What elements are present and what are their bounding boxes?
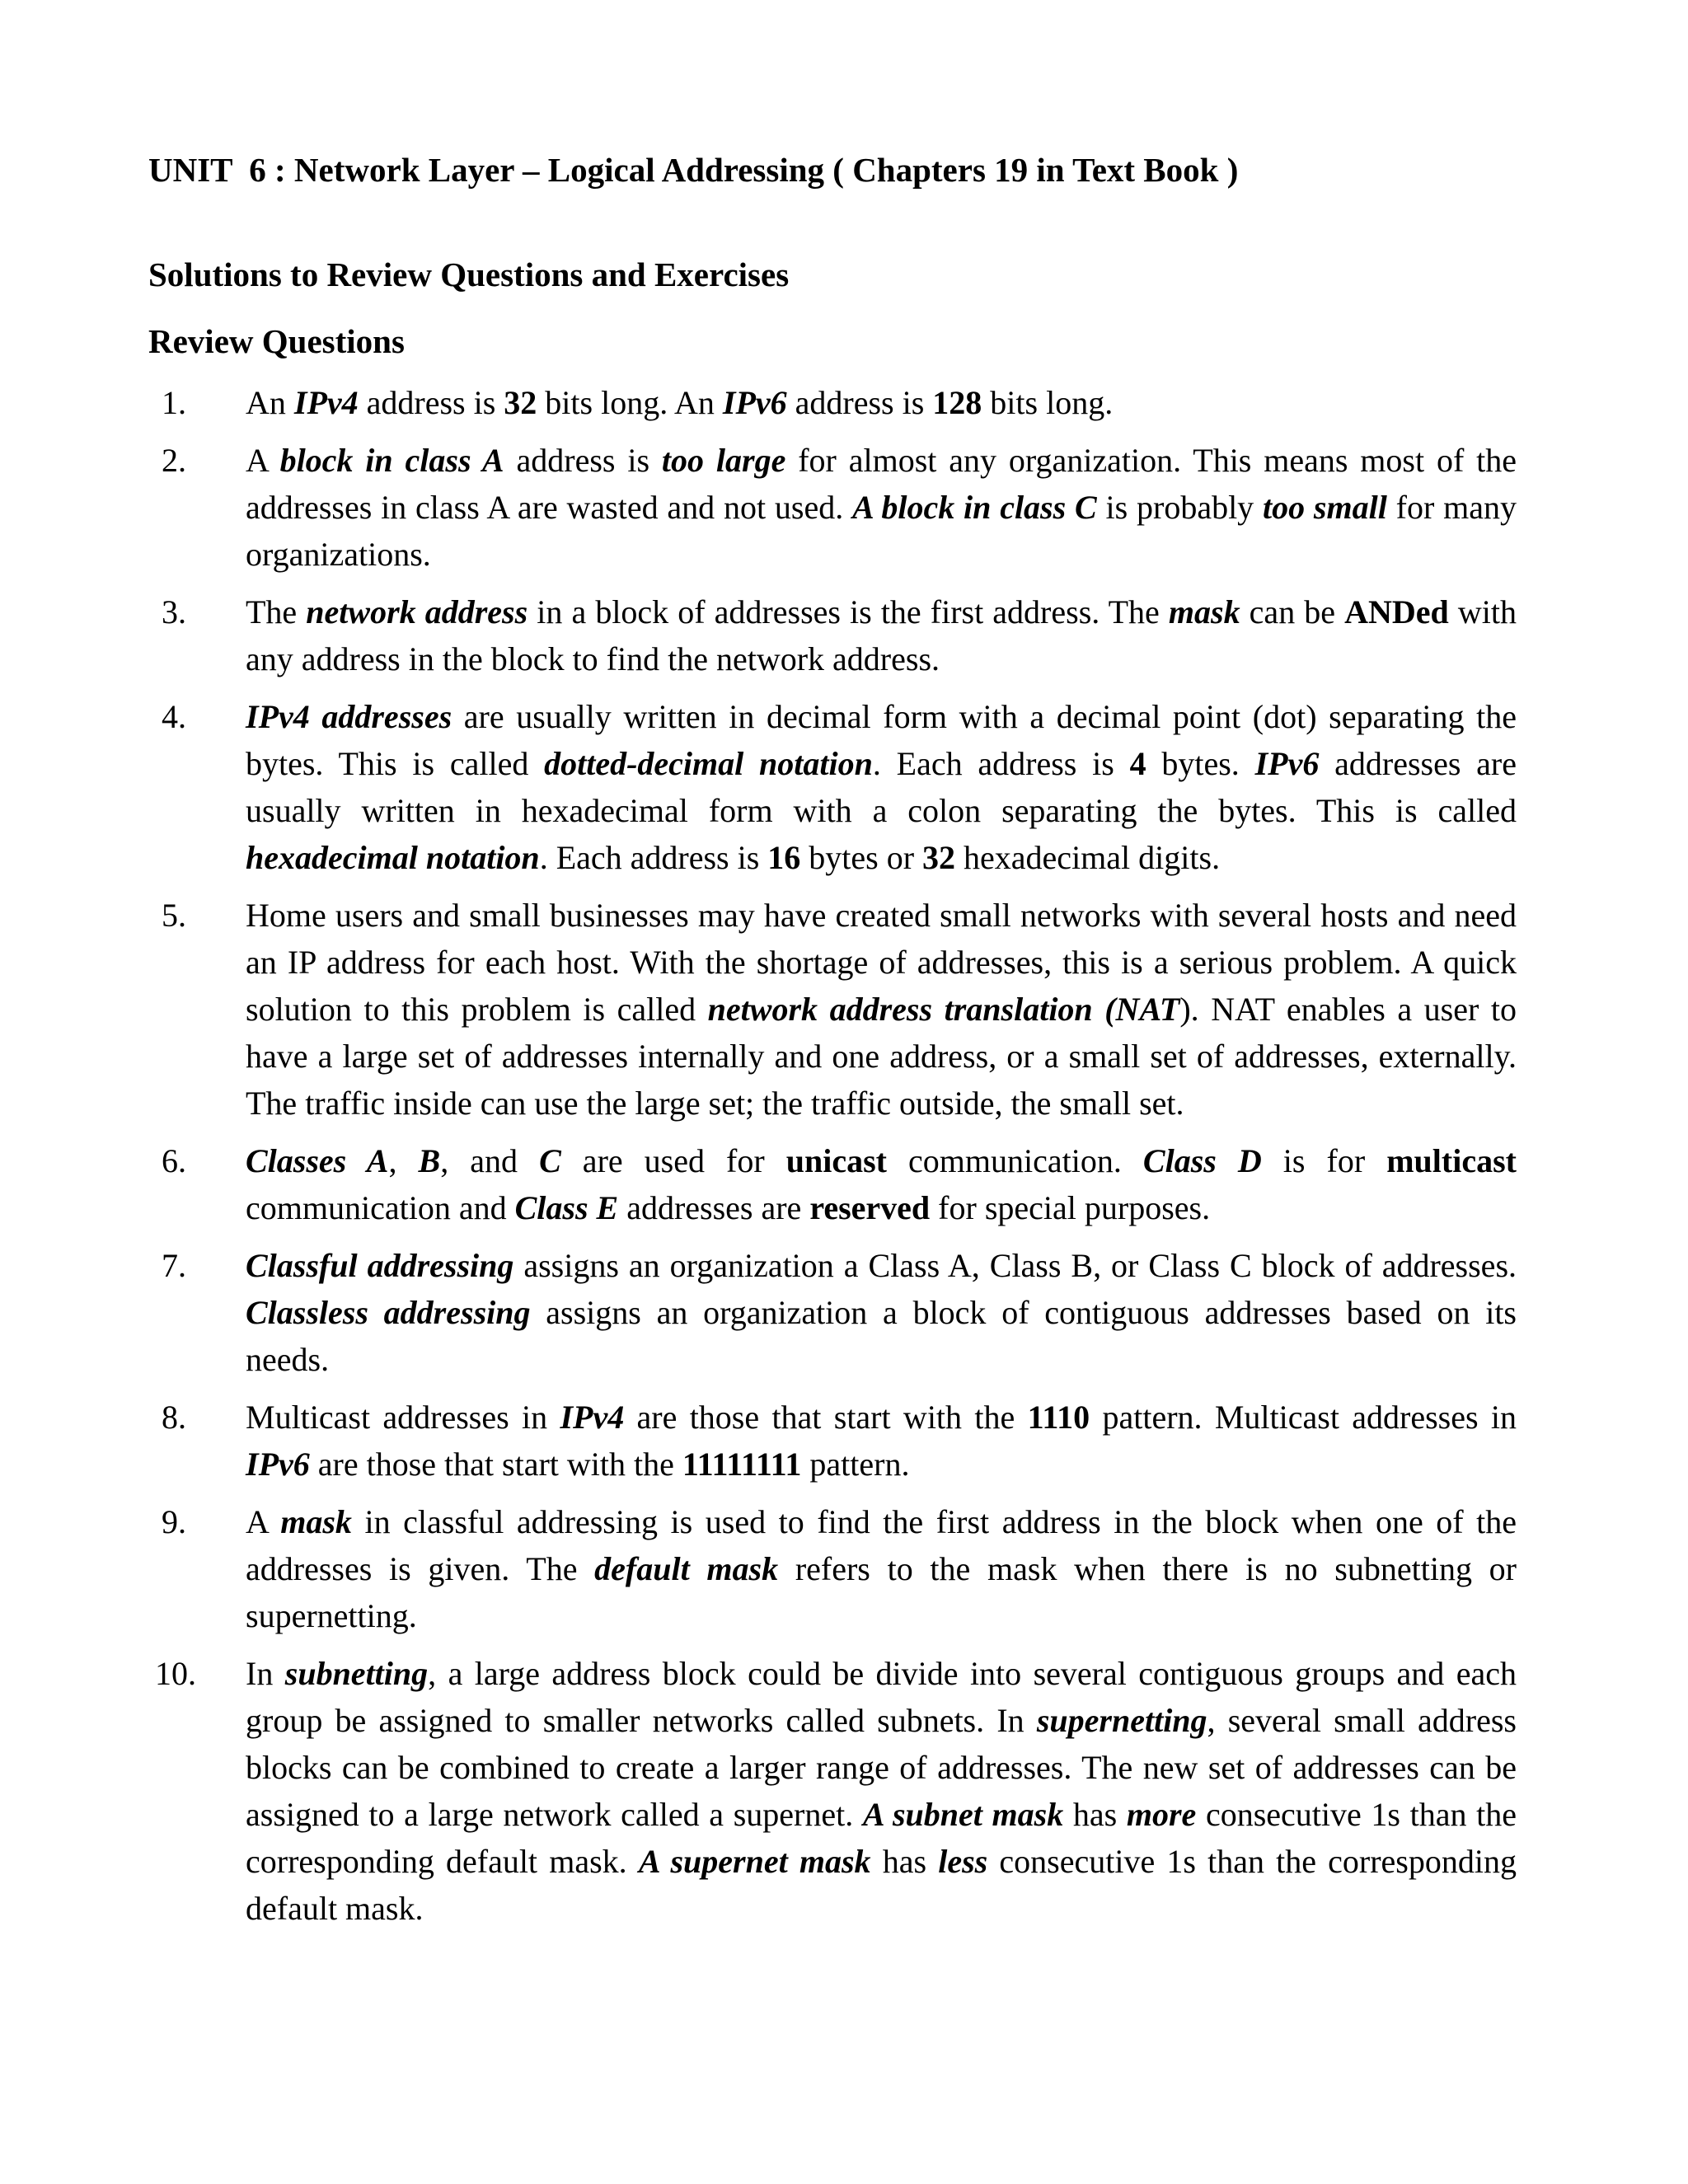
text-run: ). NAT enables a user to have a large set of addresses internally and one address, or a small set of addresses, externally. The traffic inside can use the large set; the traffic outside, the small set.	[246, 991, 1517, 1122]
text-run: assigns an organization a block of contiguous addresses based on its needs.	[246, 1294, 1517, 1378]
emphasis-term: subnetting	[284, 1655, 429, 1692]
text-run: for almost any organization. This means most of the addresses in class A are wasted and not used.	[246, 442, 1517, 526]
emphasis-term: A block in class C	[852, 489, 1097, 526]
text-run: . Each address is	[872, 745, 1130, 782]
question-number: 1.	[162, 384, 186, 421]
text-run: address is	[358, 384, 504, 421]
emphasis-term: mask	[280, 1503, 352, 1540]
emphasis-term-wrapper	[1169, 593, 1240, 630]
question-text	[246, 1137, 1517, 1231]
question-text	[246, 1498, 1517, 1639]
emphasis-term-wrapper	[1127, 1796, 1196, 1833]
emphasis-term-wrapper	[246, 1142, 389, 1179]
emphasis-term-wrapper	[280, 442, 504, 479]
emphasis-term-wrapper	[1255, 745, 1320, 782]
emphasis-term-wrapper	[246, 1247, 513, 1284]
text-run: are used for	[560, 1142, 786, 1179]
text-run: A	[246, 1503, 281, 1540]
emphasis-term: Class E	[514, 1189, 619, 1226]
text-run: addresses are usually written in hexadecimal form with a colon separating the bytes. This is called	[246, 745, 1517, 829]
text-run: address is	[786, 384, 933, 421]
question-text	[246, 1650, 1517, 1932]
emphasis-term-wrapper	[852, 489, 1097, 526]
text-run: A	[246, 442, 280, 479]
text-run: bits long. An	[537, 384, 723, 421]
question-number: 6.	[162, 1142, 186, 1179]
emphasis-term-wrapper	[594, 1550, 778, 1587]
bold-value: multicast	[1386, 1142, 1517, 1179]
emphasis-term-wrapper	[723, 384, 787, 421]
question-text	[246, 379, 1517, 426]
emphasis-term: network address	[306, 593, 528, 630]
emphasis-term: less	[938, 1843, 988, 1880]
emphasis-term-wrapper	[246, 1446, 310, 1483]
text-run: communication.	[886, 1142, 1143, 1179]
emphasis-term: more	[1126, 1796, 1197, 1833]
emphasis-term: IPv4	[293, 384, 359, 421]
emphasis-term-wrapper	[639, 1843, 871, 1880]
text-run: refers to the mask when there is no subnetting or supernetting.	[246, 1550, 1517, 1634]
bold-value: unicast	[785, 1142, 887, 1179]
text-run: . Each address is	[539, 839, 768, 876]
emphasis-term: supernetting	[1036, 1702, 1207, 1739]
emphasis-term: IPv4 addresses	[246, 698, 452, 735]
question-item	[0, 1394, 1517, 1488]
emphasis-term-wrapper	[246, 1294, 531, 1331]
text-run: can be	[1240, 593, 1345, 630]
text-run: has	[870, 1843, 939, 1880]
text-run: , several small address blocks can be combined to create a larger range of addresses. The new set of addresses can be assigned to a large network called a supernet.	[246, 1702, 1517, 1833]
unit-title: UNIT 6 : Network Layer – Logical Addressing ( Chapters 19 in Text Book )	[148, 151, 1239, 189]
question-text	[246, 588, 1517, 682]
question-item	[0, 1650, 1517, 1932]
emphasis-term: IPv4	[560, 1399, 625, 1436]
bold-value: ANDed	[1344, 593, 1449, 630]
review-questions-heading: Review Questions	[148, 322, 405, 360]
emphasis-term: too large	[661, 442, 786, 479]
emphasis-term: Classful addressing	[246, 1247, 514, 1284]
emphasis-term: B	[418, 1142, 441, 1179]
text-run: is probably	[1096, 489, 1263, 526]
question-number: 5.	[162, 897, 186, 934]
text-run: bits long.	[982, 384, 1114, 421]
emphasis-term-wrapper	[1143, 1142, 1262, 1179]
question-number: 7.	[162, 1247, 186, 1284]
text-run: has	[1063, 1796, 1127, 1833]
review-questions-list	[0, 379, 1688, 1943]
bold-value: 1110	[1027, 1399, 1090, 1436]
question-number: 4.	[162, 698, 186, 735]
question-item	[0, 1137, 1517, 1231]
emphasis-term-wrapper	[708, 991, 1180, 1028]
emphasis-term: IPv6	[246, 1446, 310, 1483]
emphasis-term: Classes A	[246, 1142, 389, 1179]
bold-value: 128	[932, 384, 982, 421]
question-item	[0, 379, 1517, 426]
emphasis-term-wrapper	[246, 839, 540, 876]
text-run: In	[246, 1655, 285, 1692]
text-run: bytes or	[800, 839, 923, 876]
text-run: consecutive 1s than the corresponding default mask.	[246, 1843, 1517, 1927]
text-run: is for	[1261, 1142, 1387, 1179]
emphasis-term-wrapper	[280, 1503, 352, 1540]
emphasis-term-wrapper	[306, 593, 528, 630]
question-text	[246, 437, 1517, 578]
emphasis-term-wrapper	[294, 384, 359, 421]
text-run: consecutive 1s than the corresponding default mask.	[246, 1796, 1517, 1880]
text-run: are usually written in decimal form with a decimal point (dot) separating the bytes. This is called	[246, 698, 1517, 782]
text-run: Home users and small businesses may have created small networks with several hosts and need an IP address for each host. With the shortage of addresses, this is a serious problem. A quick solution to this problem is called	[246, 897, 1517, 1028]
text-run: are those that start with the	[624, 1399, 1028, 1436]
question-item	[0, 437, 1517, 578]
text-run: pattern.	[801, 1446, 910, 1483]
text-run: communication and	[246, 1189, 515, 1226]
emphasis-term: A supernet mask	[638, 1843, 871, 1880]
emphasis-term: too small	[1263, 489, 1387, 526]
text-run: in classful addressing is used to find the first address in the block when one of the addresses is given. The	[246, 1503, 1517, 1587]
emphasis-term: IPv6	[722, 384, 787, 421]
bold-value: 4	[1129, 745, 1146, 782]
question-number: 10.	[155, 1655, 196, 1692]
emphasis-term: A subnet mask	[862, 1796, 1064, 1833]
emphasis-term: network address translation (NAT	[707, 991, 1180, 1028]
text-run: Multicast addresses in	[246, 1399, 560, 1436]
text-run: , a large address block could be divide into several contiguous groups and each group be assigned to smaller networks called subnets. In	[246, 1655, 1517, 1739]
text-run: bytes.	[1146, 745, 1255, 782]
emphasis-term: default mask	[594, 1550, 779, 1587]
question-item	[0, 892, 1517, 1127]
bold-value: 16	[767, 839, 801, 876]
question-number: 9.	[162, 1503, 186, 1540]
text-run: hexadecimal digits.	[955, 839, 1221, 876]
emphasis-term: hexadecimal notation	[246, 839, 540, 876]
emphasis-term-wrapper	[246, 698, 452, 735]
text-run: are those that start with the	[309, 1446, 682, 1483]
text-run: pattern. Multicast addresses in	[1090, 1399, 1517, 1436]
text-run: in a block of addresses is the first address. The	[528, 593, 1169, 630]
bold-value: 11111111	[682, 1446, 802, 1483]
text-run: The	[246, 593, 307, 630]
text-run: , and	[440, 1142, 540, 1179]
question-text	[246, 892, 1517, 1127]
question-text	[246, 693, 1517, 881]
emphasis-term: Classless addressing	[246, 1294, 531, 1331]
question-text	[246, 1394, 1517, 1488]
emphasis-term-wrapper	[285, 1655, 428, 1692]
emphasis-term: dotted-decimal notation	[544, 745, 873, 782]
question-text	[246, 1242, 1517, 1383]
question-item	[0, 1242, 1517, 1383]
emphasis-term: C	[539, 1142, 561, 1179]
emphasis-term: IPv6	[1254, 745, 1320, 782]
emphasis-term-wrapper	[662, 442, 785, 479]
text-run: for many organizations.	[246, 489, 1517, 573]
emphasis-term: Class D	[1142, 1142, 1262, 1179]
text-run: An	[246, 384, 294, 421]
bold-value: 32	[922, 839, 956, 876]
text-run: addresses are	[618, 1189, 810, 1226]
text-run: ,	[388, 1142, 419, 1179]
emphasis-term-wrapper	[419, 1142, 441, 1179]
emphasis-term-wrapper	[544, 745, 873, 782]
bold-value: reserved	[809, 1189, 931, 1226]
emphasis-term: block in class A	[279, 442, 504, 479]
text-run: with any address in the block to find the network address.	[246, 593, 1517, 677]
emphasis-term-wrapper	[515, 1189, 619, 1226]
emphasis-term-wrapper	[863, 1796, 1063, 1833]
emphasis-term-wrapper	[938, 1843, 987, 1880]
emphasis-term: mask	[1168, 593, 1240, 630]
bold-value: 32	[504, 384, 537, 421]
question-number: 8.	[162, 1399, 186, 1436]
question-item	[0, 588, 1517, 682]
text-run: assigns an organization a Class A, Class B, or Class C block of addresses.	[513, 1247, 1517, 1284]
text-run: address is	[504, 442, 662, 479]
emphasis-term-wrapper	[560, 1399, 624, 1436]
question-item	[0, 693, 1517, 881]
text-run: for special purposes.	[930, 1189, 1211, 1226]
solutions-heading: Solutions to Review Questions and Exercises	[148, 255, 790, 293]
question-item	[0, 1498, 1517, 1639]
question-number: 3.	[162, 593, 186, 630]
emphasis-term-wrapper	[1037, 1702, 1207, 1739]
emphasis-term-wrapper	[1263, 489, 1387, 526]
question-number: 2.	[162, 442, 186, 479]
emphasis-term-wrapper	[539, 1142, 561, 1179]
